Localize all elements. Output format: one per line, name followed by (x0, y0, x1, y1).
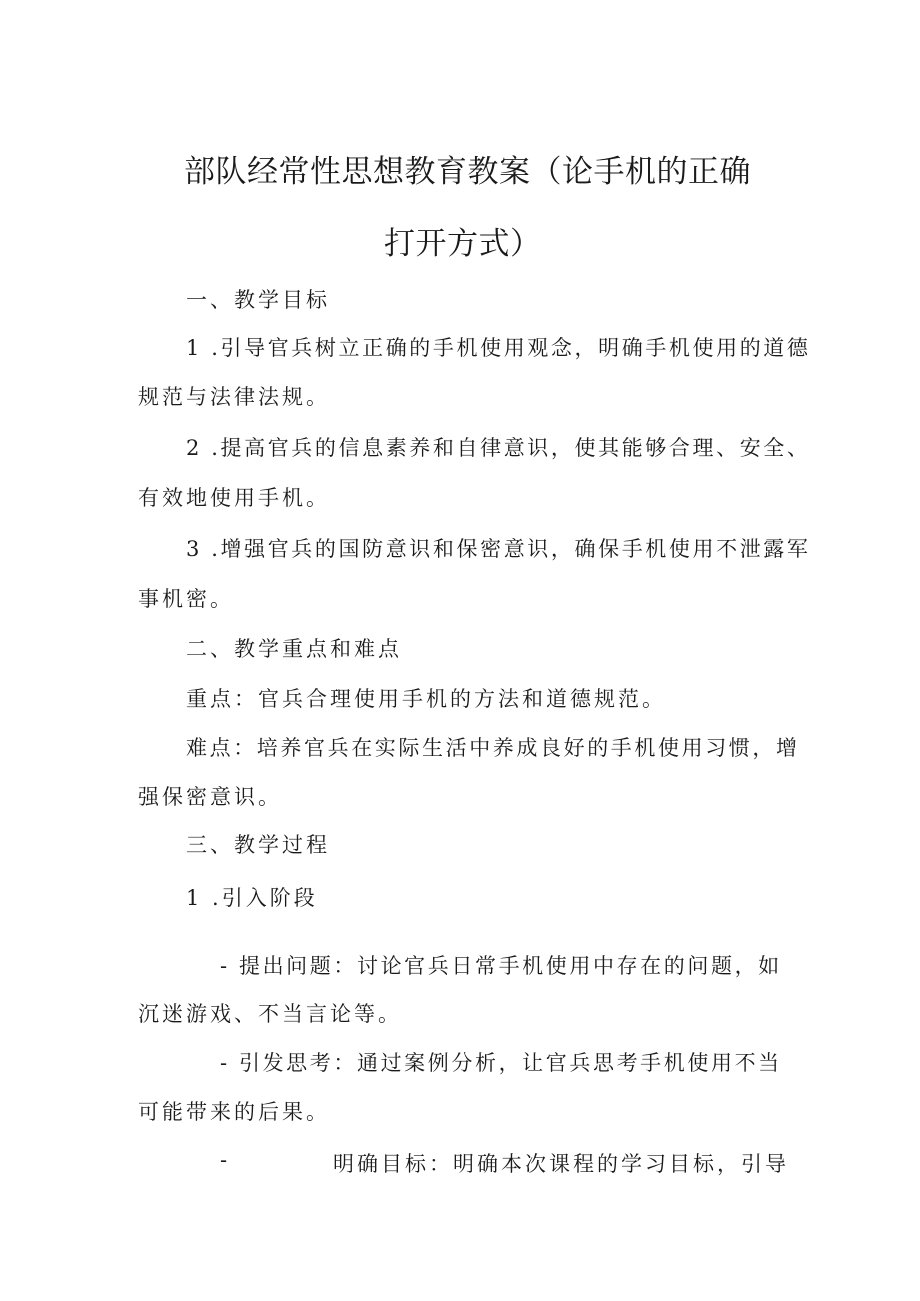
document-title-line-1: 部队经常性思想教育教案（论手机的正确 (184, 154, 751, 190)
section-heading-key-points: 二、教学重点和难点 (186, 637, 402, 661)
difficult-point-line-1: 难点：培养官兵在实际生活中养成良好的手机使用习惯，增 (186, 736, 800, 760)
objective-3-line-2: 事机密。 (138, 587, 234, 611)
section-heading-process: 三、教学过程 (186, 833, 330, 857)
objective-2-line-1: 2 .提高官兵的信息素养和自律意识，使其能够合理、安全、 (186, 436, 811, 460)
bullet-raise-question-line-1: - 提出问题：讨论官兵日常手机使用中存在的问题，如 (220, 954, 782, 978)
key-point-line: 重点：官兵合理使用手机的方法和道德规范。 (186, 687, 666, 711)
difficult-point-line-2: 强保密意识。 (138, 785, 282, 809)
stage-heading-intro: 1 .引入阶段 (186, 886, 318, 910)
objective-3-line-1: 3 .增强官兵的国防意识和保密意识，确保手机使用不泄露军 (186, 537, 811, 561)
objective-1-line-1: 1 .引导官兵树立正确的手机使用观念，明确手机使用的道德 (186, 336, 811, 360)
objective-2-line-2: 有效地使用手机。 (138, 486, 330, 510)
bullet-reflection-line-1: - 引发思考：通过案例分析，让官兵思考手机使用不当 (220, 1051, 782, 1075)
bullet-goal-line-1: 明确目标：明确本次课程的学习目标，引导 (333, 1152, 789, 1176)
bullet-goal-dash: - (220, 1148, 228, 1172)
document-title-line-2: 打开方式） (384, 226, 542, 262)
section-heading-objectives: 一、教学目标 (186, 288, 330, 312)
objective-1-line-2: 规范与法律法规。 (138, 385, 330, 409)
bullet-raise-question-line-2: 沉迷游戏、不当言论等。 (138, 1002, 402, 1026)
bullet-reflection-line-2: 可能带来的后果。 (138, 1100, 330, 1124)
